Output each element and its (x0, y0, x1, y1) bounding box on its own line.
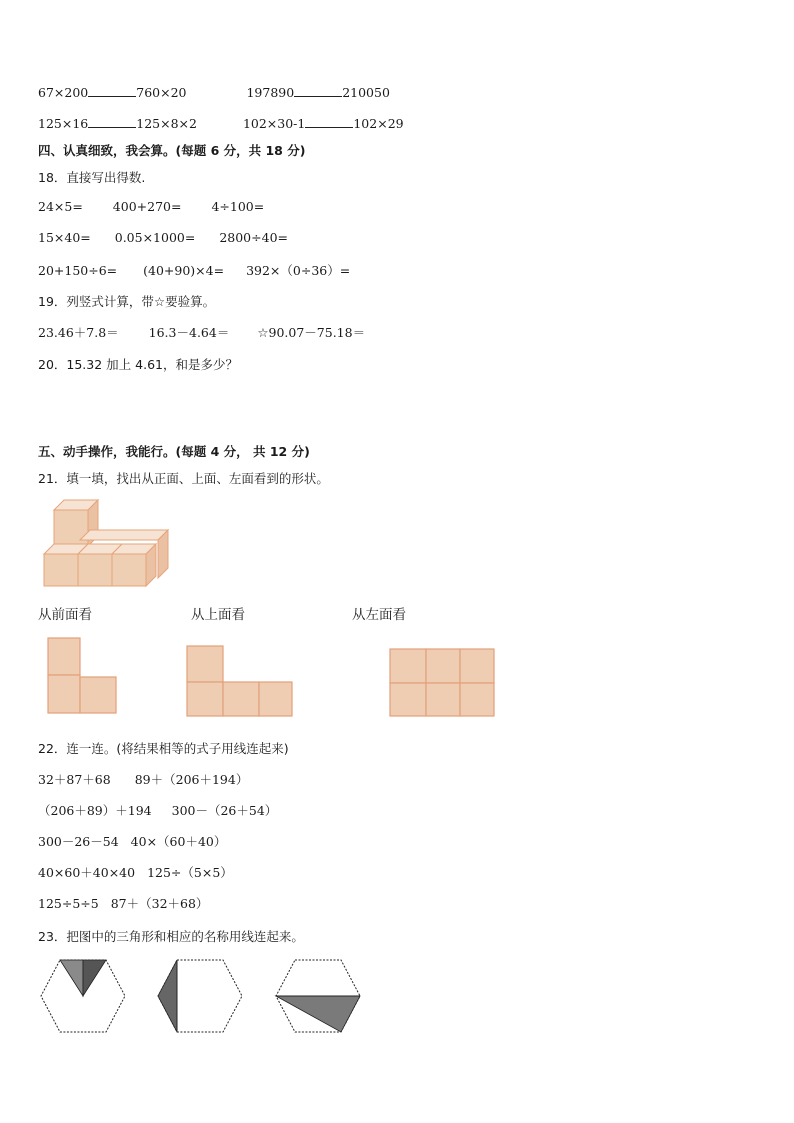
q22-pair (38, 801, 277, 819)
q18-item: 0.05×1000= (114, 230, 196, 245)
question-19-title: 19．列竖式计算，带☆要验算。 (38, 294, 216, 309)
left-view-label: 从左面看 (352, 607, 406, 623)
view-square (259, 682, 292, 716)
q22-left-expr[interactable]: （206＋89）＋194 (38, 803, 152, 818)
view-square (48, 675, 80, 713)
q18-row-3 (38, 261, 350, 279)
compare-expr: 102×29 (353, 116, 404, 131)
shaded-triangle (158, 960, 177, 1032)
left-view-figure (388, 647, 498, 719)
q18-item: 400+270= (112, 199, 182, 214)
q18-item: 20+150÷6= (38, 263, 118, 278)
front-view-figure (46, 636, 120, 716)
q22-right-expr[interactable]: 300－（26＋54） (171, 803, 278, 818)
q18-item: 392×（0÷36）= (246, 263, 351, 278)
hexagon-figure-3 (273, 958, 363, 1036)
top-view-label: 从上面看 (191, 607, 245, 623)
q18-row-1 (38, 199, 264, 214)
q18-item: (40+90)×4= (143, 263, 225, 278)
section-4-heading: 四、认真细致，我会算。(每题 6 分，共 18 分) (38, 143, 306, 158)
compare-expr: 102×30-1 (242, 116, 306, 131)
q22-pair (38, 863, 233, 881)
q22-right-expr[interactable]: 89＋（206＋194） (134, 772, 249, 787)
view-square (187, 646, 223, 682)
q22-right-expr[interactable]: 125÷（5×5） (147, 865, 233, 880)
q22-left-expr[interactable]: 32＋87＋68 (38, 772, 111, 787)
compare-row-1 (38, 84, 390, 100)
q19-item: 23.46＋7.8＝ (38, 325, 119, 340)
question-23-title: 23．把图中的三角形和相应的名称用线连起来。 (38, 929, 304, 944)
q19-item: 16.3－4.64＝ (148, 325, 230, 340)
view-square (48, 638, 80, 675)
front-view-label: 从前面看 (38, 607, 92, 623)
view-square (426, 683, 460, 716)
answer-blank[interactable] (88, 115, 136, 128)
q18-item: 4÷100= (211, 199, 265, 214)
answer-blank[interactable] (305, 115, 353, 128)
q19-item: ☆90.07－75.18＝ (257, 325, 366, 340)
view-square (460, 649, 494, 683)
compare-expr: 210050 (342, 85, 390, 100)
compare-row-2 (38, 115, 404, 131)
question-22-title: 22．连一连。(将结果相等的式子用线连起来) (38, 741, 289, 756)
q22-right-expr[interactable]: 40×（60＋40） (130, 834, 227, 849)
view-square (390, 683, 426, 716)
answer-blank[interactable] (88, 84, 136, 97)
view-square (187, 682, 223, 716)
q22-right-expr[interactable]: 87＋（32＋68） (110, 896, 209, 911)
q22-left-expr[interactable]: 40×60＋40×40 (38, 865, 136, 880)
cube-front-face (112, 554, 146, 586)
cube-front-face (78, 554, 112, 586)
q18-item: 24×5= (38, 199, 83, 214)
view-square (426, 649, 460, 683)
section-5-heading: 五、动手操作，我能行。(每题 4 分， 共 12 分) (38, 444, 310, 459)
q22-pair (38, 832, 226, 850)
view-square (80, 677, 116, 713)
top-view-figure (185, 644, 295, 720)
cube-front-face (44, 554, 78, 586)
q18-row-2 (38, 230, 288, 245)
compare-expr: 197890 (246, 85, 295, 100)
q22-pair (38, 770, 248, 788)
compare-expr: 760×20 (136, 85, 187, 100)
q22-left-expr[interactable]: 125÷5÷5 (38, 896, 99, 911)
view-square (460, 683, 494, 716)
answer-blank[interactable] (294, 84, 342, 97)
question-21-title: 21．填一填，找出从正面、上面、左面看到的形状。 (38, 471, 329, 486)
cube-stack-figure (40, 496, 172, 590)
hexagon-figure-1 (38, 958, 128, 1036)
q22-pair (38, 894, 208, 912)
hexagon-figure-2 (155, 958, 245, 1036)
q18-item: 2800÷40= (219, 230, 288, 245)
q19-items (38, 323, 365, 341)
compare-expr: 125×16 (38, 116, 89, 131)
cube-top-face (80, 530, 168, 540)
q18-item: 15×40= (38, 230, 91, 245)
compare-expr: 125×8×2 (136, 116, 197, 131)
view-square (390, 649, 426, 683)
view-square (223, 682, 259, 716)
q22-left-expr[interactable]: 300－26－54 (38, 834, 119, 849)
question-20-title: 20．15.32 加上 4.61，和是多少？ (38, 357, 238, 372)
compare-expr: 67×200 (38, 85, 89, 100)
question-18-title: 18．直接写出得数. (38, 170, 146, 185)
